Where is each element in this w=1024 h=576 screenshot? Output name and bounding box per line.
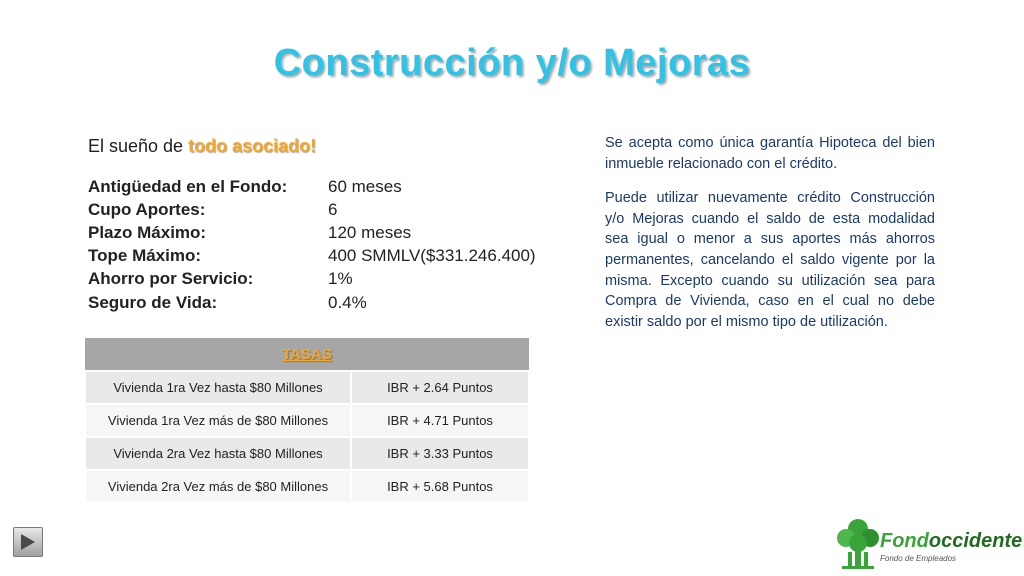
logo-subtitle: Fondo de Empleados <box>880 554 957 563</box>
play-next-icon <box>20 533 36 551</box>
tagline <box>88 136 316 157</box>
fact-value: 1% <box>328 269 353 289</box>
loan-facts <box>88 175 536 314</box>
rate-value-cell: IBR + 4.71 Puntos <box>351 404 529 437</box>
tagline-highlight: todo asociado! <box>188 136 317 156</box>
fact-label: Cupo Aportes: <box>88 199 206 219</box>
logo-wordmark-dark: occidente <box>928 530 1023 552</box>
fact-value: 120 meses <box>328 222 412 242</box>
fact-row <box>88 291 536 314</box>
rate-concept-cell: Vivienda 1ra Vez hasta $80 Millones <box>85 371 351 404</box>
fact-label: Tope Máximo: <box>88 246 202 266</box>
note-paragraph: Se acepta como única garantía Hipoteca del bien inmueble relacionado con el crédito. <box>605 135 935 172</box>
fact-label: Ahorro por Servicio: <box>88 269 254 289</box>
conditions-notes <box>605 133 935 346</box>
fact-value: 400 SMMLV($331.246.400) <box>328 246 536 266</box>
rate-value-cell: IBR + 5.68 Puntos <box>351 470 529 503</box>
fact-row <box>88 175 536 198</box>
table-row <box>85 371 529 404</box>
table-row <box>85 437 529 470</box>
fact-value: 60 meses <box>328 176 402 196</box>
fact-label: Plazo Máximo: <box>88 222 207 242</box>
rates-table <box>84 338 530 504</box>
tagline-prefix: El sueño de <box>88 136 189 156</box>
fact-label: Seguro de Vida: <box>88 292 218 312</box>
fact-row <box>88 245 536 268</box>
logo-wordmark <box>880 530 1022 553</box>
rates-table-header: TASAS <box>85 338 529 371</box>
fact-row <box>88 268 536 291</box>
table-row <box>85 470 529 503</box>
tree-icon <box>836 516 880 572</box>
next-slide-button[interactable] <box>13 527 43 557</box>
fact-row <box>88 221 536 244</box>
rate-concept-cell: Vivienda 2ra Vez hasta $80 Millones <box>85 437 351 470</box>
fact-value: 6 <box>328 199 338 219</box>
fact-value: 0.4% <box>328 292 367 312</box>
fact-row <box>88 198 536 221</box>
table-row <box>85 404 529 437</box>
rate-concept-cell: Vivienda 2ra Vez más de $80 Millones <box>85 470 351 503</box>
rate-value-cell: IBR + 3.33 Puntos <box>351 437 529 470</box>
rate-concept-cell: Vivienda 1ra Vez más de $80 Millones <box>85 404 351 437</box>
note-paragraph: Puede utilizar nuevamente crédito Construcción y/o Mejoras cuando el saldo de esta modalidad sea igual o menor a sus aportes más ahorros permanentes, cancelando el saldo vigente por la misma. Excepto cuando su utilización sea para Compra de Vivienda, caso en el cual no debe existir saldo por el mismo tipo de utilización. <box>605 190 935 330</box>
fondoccidente-logo <box>836 516 1022 572</box>
logo-wordmark-light: Fond <box>880 530 929 552</box>
fact-label: Antigüedad en el Fondo: <box>88 176 288 196</box>
rate-value-cell: IBR + 2.64 Puntos <box>351 371 529 404</box>
slide-title: Construcción y/o Mejoras <box>273 42 751 84</box>
